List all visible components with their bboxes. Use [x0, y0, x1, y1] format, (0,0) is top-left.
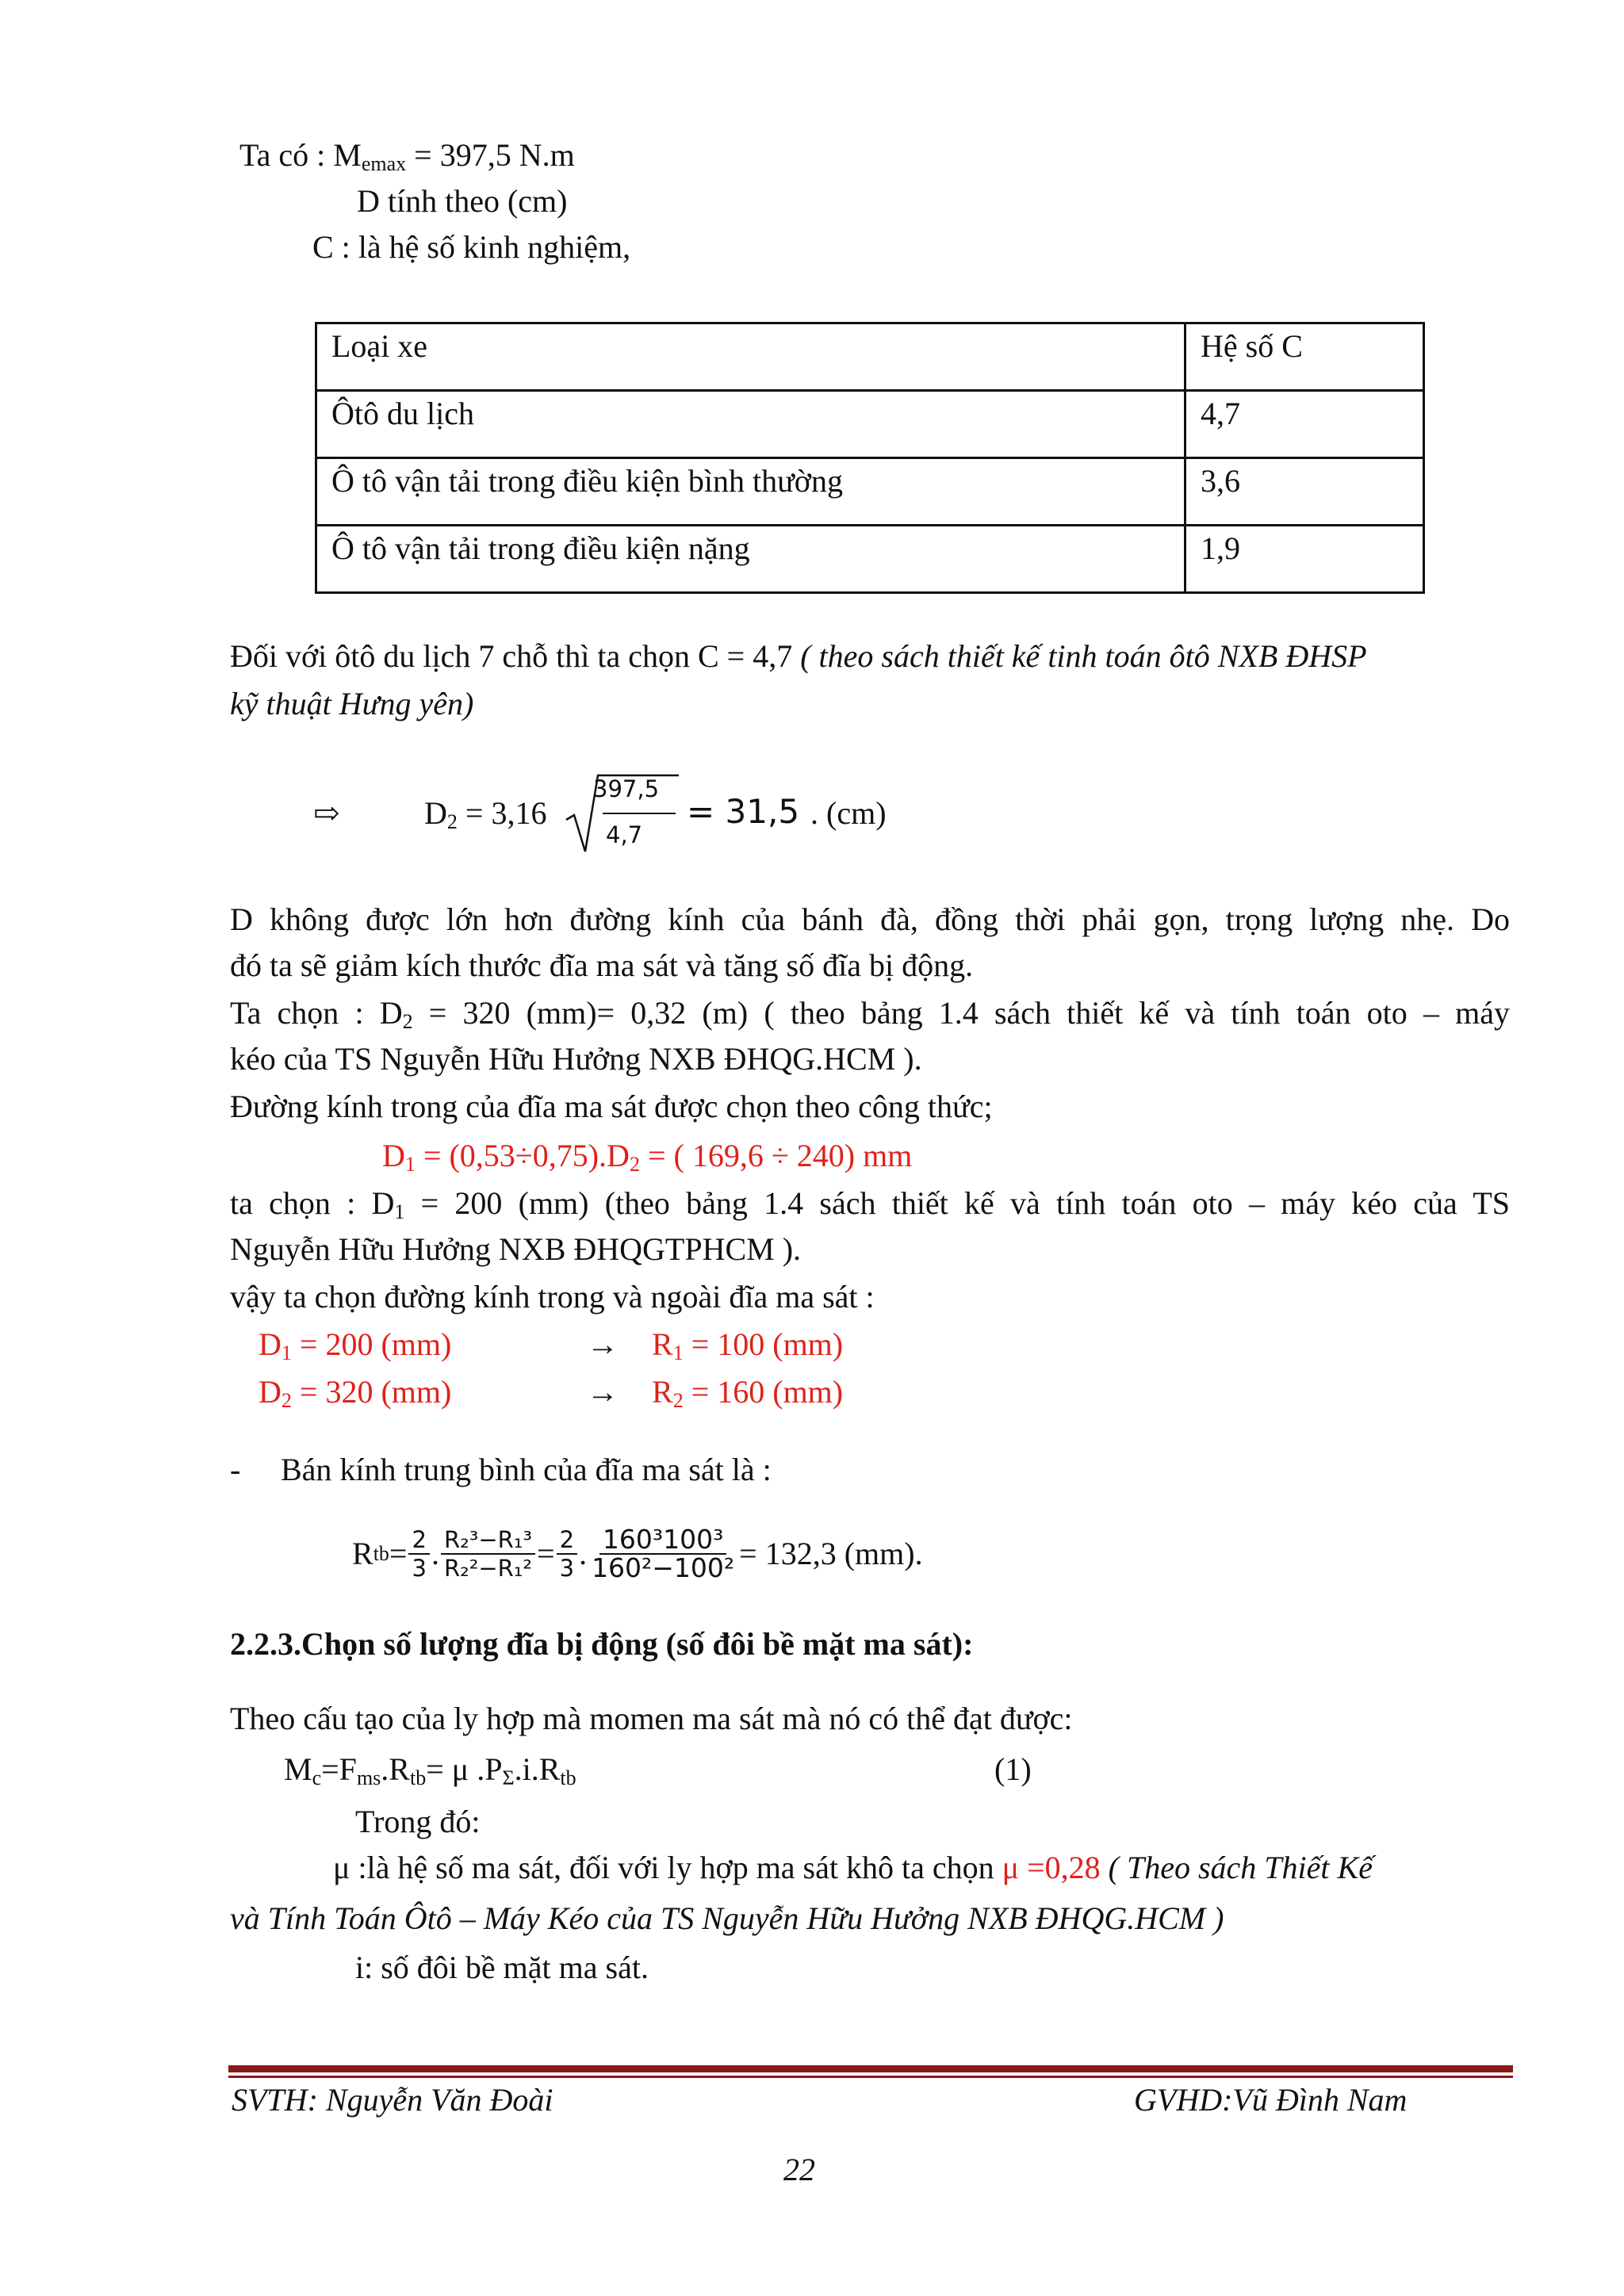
para-d1-line-3: vậy ta chọn đường kính trong và ngoài đĩa ma sát :	[230, 1279, 875, 1314]
intro-line-1: Ta có : $M_{emax} = 397,5$ N.m	[239, 137, 575, 175]
table-cell: Ô tô vận tải trong điều kiện nặng	[316, 526, 1185, 593]
fraction: $\frac{2}{3}$	[408, 1526, 429, 1582]
footer-rule	[228, 2065, 1513, 2072]
implies-arrow: ⇨	[313, 795, 340, 831]
table-row	[316, 526, 1424, 593]
table-header-cell: Hệ số C	[1185, 323, 1424, 391]
para-d1-line-2: Nguyễn Hữu Hưởng NXB ĐHQGTPHCM ).	[230, 1231, 802, 1267]
table-cell: Ôtô du lịch	[316, 391, 1185, 458]
para-d-line-3: Ta chọn : $D_2 = 320$ (mm)= 0,32 (m) ( theo bảng 1.4 sách thiết kế và tính toán oto – máy	[230, 995, 1510, 1033]
d2-result: = 31,5	[687, 792, 800, 831]
d1-range-formula: $D_1 = (0,53\div 0,75).D_2$ = ( 169,6 ÷ 240) mm	[382, 1138, 913, 1176]
para-d1-line-1: ta chọn : $D_1 = 200$ (mm) (theo bảng 1.4 sách thiết kế và tính toán oto – máy kéo của TS	[230, 1185, 1510, 1223]
coefficient-table	[315, 322, 1425, 594]
sqrt-denominator: 4,7	[606, 821, 643, 848]
page-number: 22	[783, 2152, 815, 2187]
fraction: $\frac{\text{160³100³}}{\text{160²−100²}}$	[592, 1524, 735, 1583]
table-header-cell: Loại xe	[316, 323, 1185, 391]
section-heading: 2.2.3.Chọn số lượng đĩa bị động (số đôi bề mặt ma sát):	[230, 1626, 974, 1662]
radius-row-r: $R_1 = 100$ (mm)	[652, 1326, 844, 1364]
table-row	[316, 391, 1424, 458]
mu-definition: μ :là hệ số ma sát, đối với ly hợp ma sát khô ta chọn μ =0,28 ( Theo sách Thiết Kế	[333, 1850, 1373, 1885]
i-definition: i: số đôi bề mặt ma sát.	[355, 1950, 649, 1985]
para-d-line-2: đó ta sẽ giảm kích thước đĩa ma sát và tăng số đĩa bị động.	[230, 947, 974, 983]
friction-moment-equation: $M_c=F_{ms}.R_{tb}= \mu$ $.P_\Sigma.i.R_{tb}$	[284, 1751, 576, 1789]
radius-row-r: $R_2 = 160$ (mm)	[652, 1374, 844, 1412]
d2-formula-lhs: $D_2 = 3,16$	[424, 795, 547, 833]
section-line-1: Theo cấu tạo của ly hợp mà momen ma sát mà nó có thể đạt được:	[230, 1701, 1073, 1736]
para-d-line-5: Đường kính trong của đĩa ma sát được chọn theo công thức;	[230, 1089, 993, 1124]
footer-rule	[228, 2076, 1513, 2078]
footer-supervisor: GVHD:Vũ Đình Nam	[1134, 2082, 1408, 2118]
radius-row-arrow: →	[587, 1326, 619, 1362]
table-cell: 3,6	[1185, 458, 1424, 526]
mu-reference: và Tính Toán Ôtô – Máy Kéo của TS Nguyễn Hữu Hưởng NXB ĐHQG.HCM )	[230, 1900, 1224, 1936]
equation-number: (1)	[994, 1751, 1032, 1787]
table-row	[316, 458, 1424, 526]
para-d-line-4: kéo của TS Nguyễn Hữu Hưởng NXB ĐHQG.HCM ).	[230, 1041, 922, 1077]
where-label: Trong đó:	[355, 1804, 481, 1839]
table-cell: 1,9	[1185, 526, 1424, 593]
table-header-row	[316, 323, 1424, 391]
radius-row-d: $D_1 = 200$ (mm)	[259, 1326, 452, 1364]
sqrt-numerator: 397,5	[593, 775, 660, 802]
fraction: $\frac{2}{3}$	[557, 1526, 577, 1582]
choice-line-2: kỹ thuật Hưng yên)	[230, 686, 474, 721]
fraction: $\frac{\text{R₂³−R₁³}}{\text{R₂²−R₁²}}$	[441, 1526, 535, 1582]
rtb-formula: R tb = $\frac{2}{3}$ . $\frac{\text{R₂³−R₁³}}{\text{R₂²−R₁²}}$ = $\frac{2}{3}$ . $\frac{\text{160³100³}}{\text{160²−100²}}$ = 132,3 (mm).	[352, 1524, 923, 1583]
intro-line-3: C : là hệ số kinh nghiệm,	[312, 229, 631, 265]
para-d-line-1: D không được lớn hơn đường kính của bánh đà, đồng thời phải gọn, trọng lượng nhẹ. Do	[230, 901, 1510, 937]
table-cell: Ô tô vận tải trong điều kiện bình thường	[316, 458, 1185, 526]
list-bullet: -	[230, 1452, 241, 1487]
radius-row-arrow: →	[587, 1374, 619, 1410]
choice-line-1: Đối với ôtô du lịch 7 chỗ thì ta chọn C = 4,7 ( theo sách thiết kế tinh toán ôtô NXB ĐHSP	[230, 638, 1367, 674]
rtb-text: Bán kính trung bình của đĩa ma sát là :	[281, 1452, 772, 1487]
radius-row-d: $D_2 = 320$ (mm)	[259, 1374, 452, 1412]
table-cell: 4,7	[1185, 391, 1424, 458]
footer-student: SVTH: Nguyễn Văn Đoài	[232, 2082, 553, 2118]
d2-unit: . (cm)	[810, 795, 887, 831]
intro-line-2: D tính theo (cm)	[357, 183, 568, 219]
